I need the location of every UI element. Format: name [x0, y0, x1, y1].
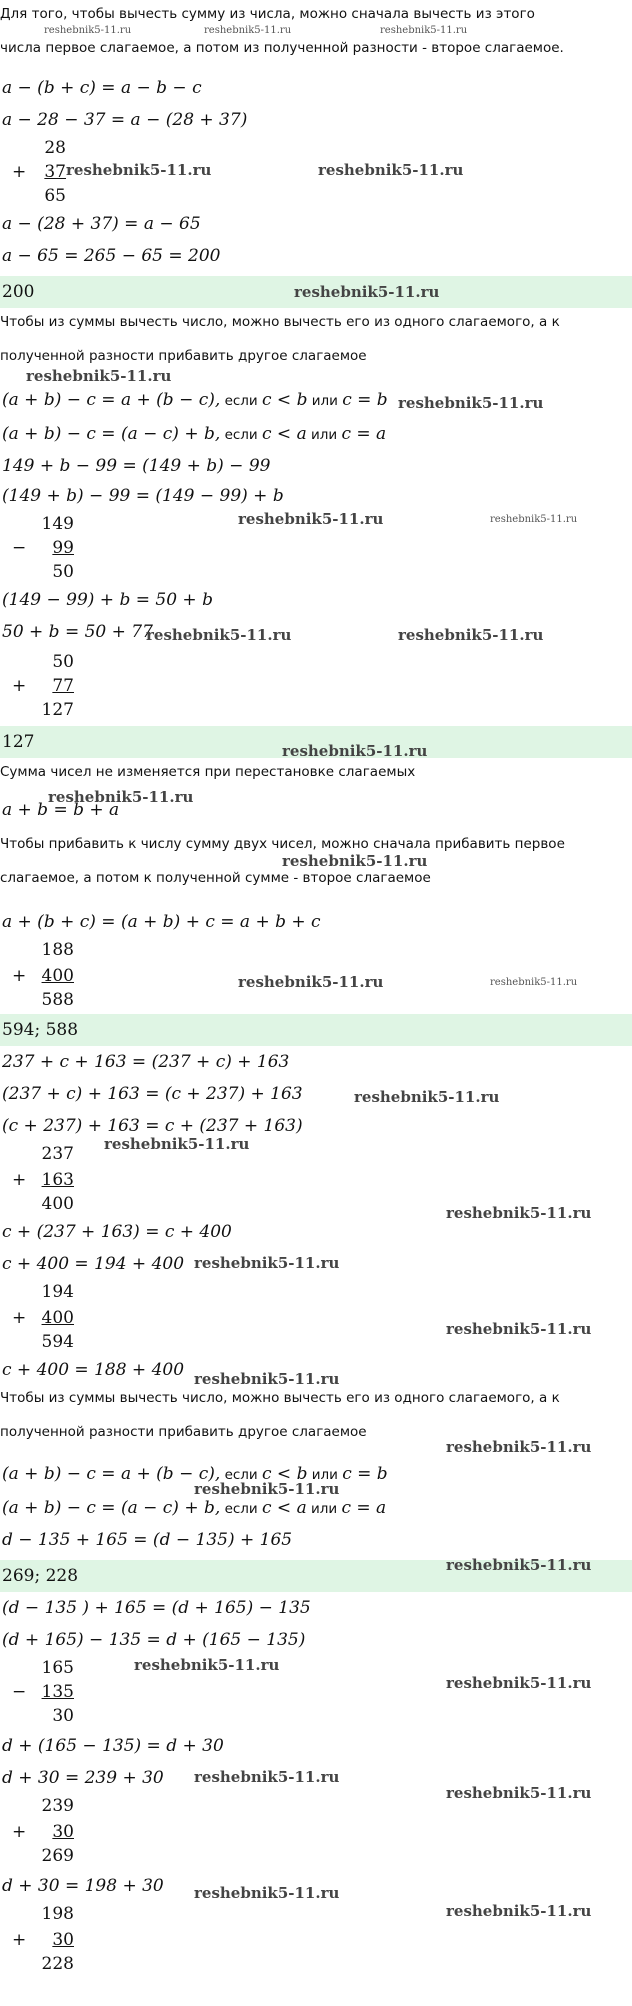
plus-sign: + — [12, 966, 27, 986]
math-line: a − (28 + 37) = a − 65 — [2, 214, 201, 234]
column-number: 165 — [41, 1658, 74, 1678]
rule-text: Сумма чисел не изменяется при перестановке слагаемых — [0, 764, 416, 780]
math-line: c + 400 = 188 + 400 — [2, 1360, 185, 1380]
watermark: reshebnik5-11.ru — [446, 1556, 592, 1574]
math-line: (d + 165) − 135 = d + (165 − 135) — [2, 1630, 306, 1650]
watermark: reshebnik5-11.ru — [134, 1656, 280, 1674]
math-line: a − 28 − 37 = a − (28 + 37) — [2, 110, 248, 130]
watermark: reshebnik5-11.ru — [354, 1088, 500, 1106]
column-number: 400 — [41, 966, 74, 986]
watermark: reshebnik5-11.ru — [282, 742, 428, 760]
math-line: (237 + c) + 163 = (c + 237) + 163 — [2, 1084, 303, 1104]
watermark: reshebnik5-11.ru — [26, 367, 172, 385]
column-number: 30 — [52, 1822, 74, 1842]
watermark: reshebnik5-11.ru — [294, 283, 440, 301]
plus-sign: + — [12, 1170, 27, 1190]
math-line: a + (b + c) = (a + b) + c = a + b + c — [2, 912, 321, 932]
watermark: reshebnik5-11.ru — [48, 788, 194, 806]
math-line: (d − 135 ) + 165 = (d + 165) − 135 — [2, 1598, 311, 1618]
column-number: 188 — [41, 940, 74, 960]
rule-text: Чтобы из суммы вычесть число, можно вычесть его из одного слагаемого, а к — [0, 1390, 560, 1406]
answer-text: 594; 588 — [2, 1020, 79, 1040]
answer-text: 200 — [2, 282, 35, 302]
watermark: reshebnik5-11.ru — [446, 1438, 592, 1456]
rule-text: полученной разности прибавить другое слагаемое — [0, 348, 367, 364]
rule-text: Чтобы прибавить к числу сумму двух чисел, можно сначала прибавить первое — [0, 836, 565, 852]
column-number: 194 — [41, 1282, 74, 1302]
math-line: 50 + b = 50 + 77 — [2, 622, 153, 642]
math-line: (149 + b) − 99 = (149 − 99) + b — [2, 486, 284, 506]
condition-line: (a + b) − c = (a − c) + b, если c < a или c = a — [2, 1498, 387, 1518]
watermark: reshebnik5-11.ru — [490, 977, 578, 988]
rule-text: полученной разности прибавить другое слагаемое — [0, 1424, 367, 1440]
column-number: 30 — [52, 1930, 74, 1950]
watermark: reshebnik5-11.ru — [194, 1884, 340, 1902]
column-result: 228 — [41, 1954, 74, 1974]
watermark: reshebnik5-11.ru — [398, 394, 544, 412]
watermark: reshebnik5-11.ru — [194, 1254, 340, 1272]
column-number: 77 — [52, 676, 74, 696]
watermark: reshebnik5-11.ru — [44, 25, 132, 36]
column-result: 127 — [41, 700, 74, 720]
watermark: reshebnik5-11.ru — [194, 1480, 340, 1498]
condition-line: (a + b) − c = a + (b − c), если c < b или c = b — [2, 1464, 388, 1484]
watermark: reshebnik5-11.ru — [446, 1320, 592, 1338]
watermark: reshebnik5-11.ru — [204, 25, 292, 36]
watermark: reshebnik5-11.ru — [238, 973, 384, 991]
math-line: c + (237 + 163) = c + 400 — [2, 1222, 232, 1242]
column-result: 400 — [41, 1194, 74, 1214]
watermark: reshebnik5-11.ru — [194, 1768, 340, 1786]
column-number: 50 — [52, 652, 74, 672]
column-result: 65 — [44, 186, 66, 206]
column-number: 135 — [41, 1682, 74, 1702]
rule-text: Чтобы из суммы вычесть число, можно вычесть его из одного слагаемого, а к — [0, 314, 560, 330]
plus-sign: + — [12, 1930, 27, 1950]
watermark: reshebnik5-11.ru — [282, 852, 428, 870]
column-result: 269 — [41, 1846, 74, 1866]
answer-band — [0, 1014, 632, 1046]
watermark: reshebnik5-11.ru — [446, 1674, 592, 1692]
plus-sign: + — [12, 1308, 27, 1328]
watermark: reshebnik5-11.ru — [146, 626, 292, 644]
watermark: reshebnik5-11.ru — [446, 1784, 592, 1802]
column-number: 400 — [41, 1308, 74, 1328]
math-line: d − 135 + 165 = (d − 135) + 165 — [2, 1530, 293, 1550]
column-number: 237 — [41, 1144, 74, 1164]
watermark: reshebnik5-11.ru — [398, 626, 544, 644]
condition-line: (a + b) − c = (a − c) + b, если c < a или c = a — [2, 424, 387, 444]
math-line: d + 30 = 198 + 30 — [2, 1876, 164, 1896]
math-line: c + 400 = 194 + 400 — [2, 1254, 185, 1274]
column-number: 28 — [44, 138, 66, 158]
rule-text: слагаемое, а потом к полученной сумме - второе слагаемое — [0, 870, 431, 886]
watermark: reshebnik5-11.ru — [194, 1370, 340, 1388]
math-line: a + b = b + a — [2, 800, 120, 820]
column-result: 30 — [52, 1706, 74, 1726]
math-line: 237 + c + 163 = (237 + c) + 163 — [2, 1052, 290, 1072]
minus-sign: − — [12, 1682, 27, 1702]
column-number: 198 — [41, 1904, 74, 1924]
watermark: reshebnik5-11.ru — [490, 514, 578, 525]
rule-text: числа первое слагаемое, а потом из полученной разности - второе слагаемое. — [0, 40, 564, 56]
column-result: 50 — [52, 562, 74, 582]
plus-sign: + — [12, 676, 27, 696]
watermark: reshebnik5-11.ru — [380, 25, 468, 36]
condition-line: (a + b) − c = a + (b − c), если c < b или c = b — [2, 390, 388, 410]
column-number: 37 — [44, 162, 66, 182]
rule-text: Для того, чтобы вычесть сумму из числа, можно сначала вычесть из этого — [0, 6, 535, 22]
math-line: a − 65 = 265 − 65 = 200 — [2, 246, 221, 266]
answer-text: 269; 228 — [2, 1566, 79, 1586]
column-number: 239 — [41, 1796, 74, 1816]
watermark: reshebnik5-11.ru — [446, 1204, 592, 1222]
math-line: 149 + b − 99 = (149 + b) − 99 — [2, 456, 271, 476]
math-line: (c + 237) + 163 = c + (237 + 163) — [2, 1116, 303, 1136]
column-number: 163 — [41, 1170, 74, 1190]
watermark: reshebnik5-11.ru — [104, 1135, 250, 1153]
answer-text: 127 — [2, 732, 35, 752]
plus-sign: + — [12, 162, 27, 182]
plus-sign: + — [12, 1822, 27, 1842]
math-line: d + (165 − 135) = d + 30 — [2, 1736, 224, 1756]
column-result: 588 — [41, 990, 74, 1010]
column-number: 149 — [41, 514, 74, 534]
watermark: reshebnik5-11.ru — [318, 161, 464, 179]
minus-sign: − — [12, 538, 27, 558]
math-line: a − (b + c) = a − b − c — [2, 78, 202, 98]
watermark: reshebnik5-11.ru — [446, 1902, 592, 1920]
watermark: reshebnik5-11.ru — [238, 510, 384, 528]
column-result: 594 — [41, 1332, 74, 1352]
watermark: reshebnik5-11.ru — [66, 161, 212, 179]
column-number: 99 — [52, 538, 74, 558]
math-line: (149 − 99) + b = 50 + b — [2, 590, 213, 610]
math-line: d + 30 = 239 + 30 — [2, 1768, 164, 1788]
